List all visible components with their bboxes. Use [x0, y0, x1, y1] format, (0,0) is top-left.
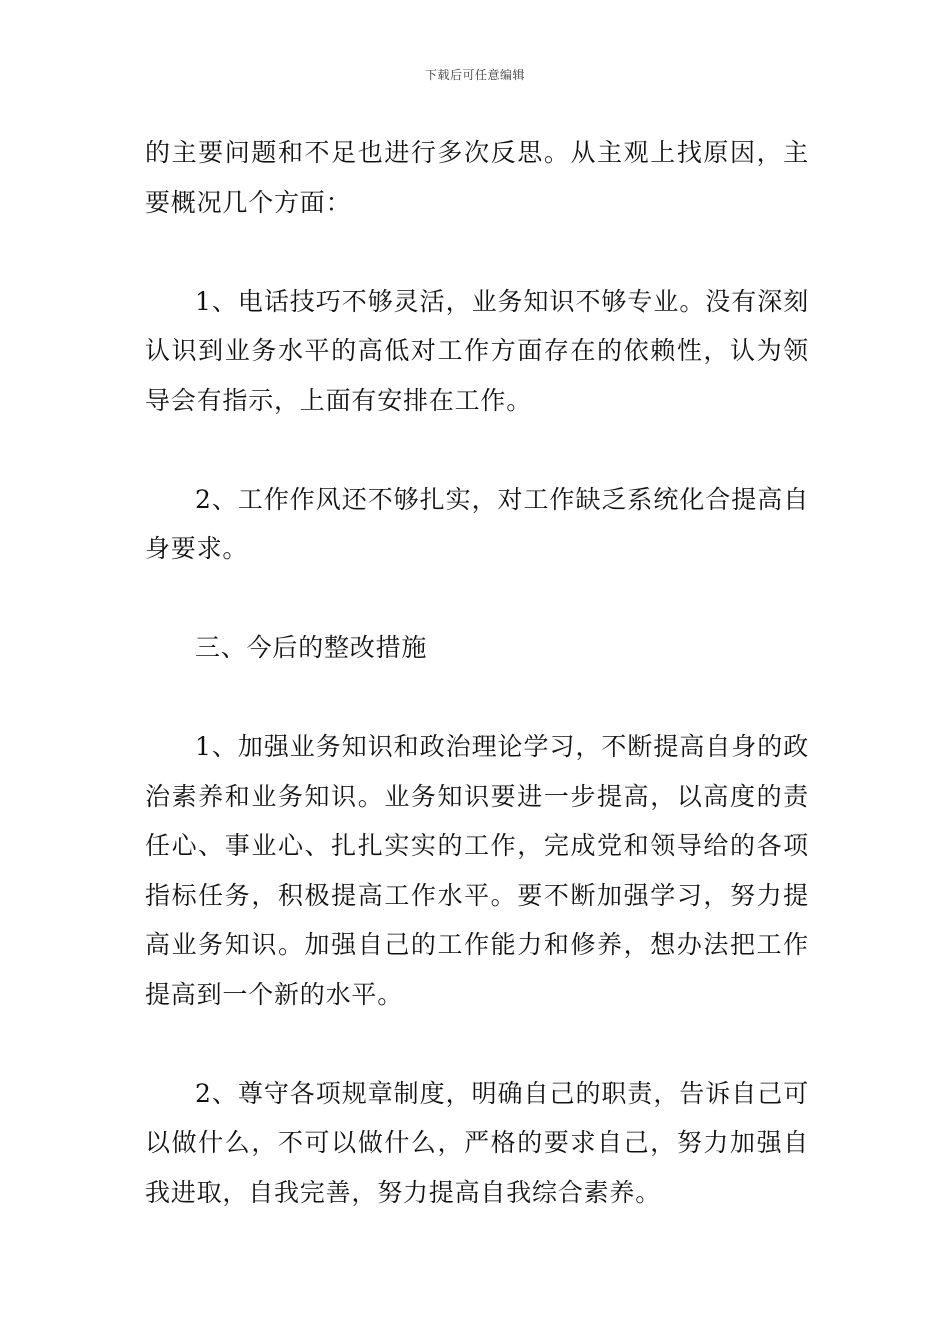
- paragraph-gap: [145, 227, 809, 277]
- paragraph-continuation: 的主要问题和不足也进行多次反思。从主观上找原因，主要概况几个方面：: [145, 138, 809, 217]
- paragraph-issue-1: 1、电话技巧不够灵活，业务知识不够专业。没有深刻认识到业务水平的高低对工作方面存在的依赖性，认为领导会有指示，上面有安排在工作。: [145, 286, 809, 415]
- document-body: [145, 128, 809, 1217]
- paragraph-measure-2: 2、尊守各项规章制度，明确自己的职责，告诉自己可以做什么，不可以做什么，严格的要求自己，努力加强自我进取，自我完善，努力提高自我综合素养。: [145, 1078, 809, 1207]
- paragraph-gap: [145, 1019, 809, 1069]
- page-header: 下载后可任意编辑: [424, 68, 525, 82]
- paragraph-issue-2: 2、工作作风还不够扎实，对工作缺乏系统化合提高自身要求。: [145, 484, 809, 563]
- section-heading: 三、今后的整改措施: [195, 633, 428, 662]
- paragraph-measure-1: 1、加强业务知识和政治理论学习，不断提高自身的政治素养和业务知识。业务知识要进一步提高，以高度的责任心、事业心、扎扎实实的工作，完成党和领导给的各项指标任务，积极提高工作水平。要不断加强学习，努力提高业务知识。加强自己的工作能力和修养，想办法把工作提高到一个新的水平。: [145, 732, 809, 1009]
- paragraph-gap: [145, 673, 809, 723]
- paragraph-gap: [145, 425, 809, 475]
- paragraph-gap: [145, 574, 809, 624]
